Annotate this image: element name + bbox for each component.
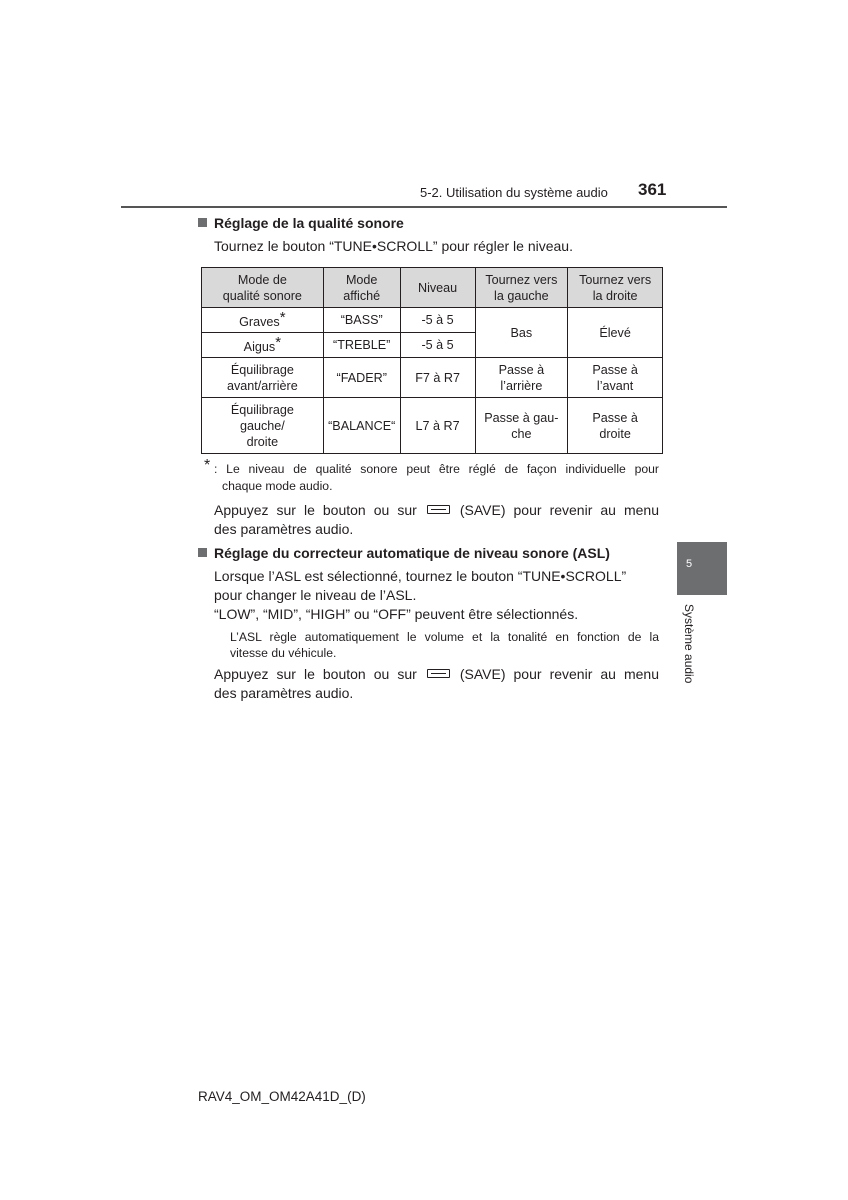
asl-note-line1: L’ASL règle automatiquement le volume et la tonalité en fonction de la <box>230 630 659 644</box>
cell-mode-fader: Équilibrage avant/arrière <box>202 358 324 398</box>
footnote-line2: chaque mode audio. <box>222 479 333 493</box>
intro-text: Tournez le bouton “TUNE•SCROLL” pour régler le niveau. <box>214 238 573 254</box>
footnote-marker: * <box>204 457 211 474</box>
cell-level-fader: F7 à R7 <box>400 358 475 398</box>
save-button-icon <box>427 669 450 678</box>
table-header-row <box>202 268 663 308</box>
save-button-icon <box>427 505 450 514</box>
cell-turn-right-balance: Passe à droite <box>568 398 663 454</box>
table-row <box>202 358 663 398</box>
cell-turn-right-fader: Passe à l’avant <box>568 358 663 398</box>
section-heading-asl <box>198 545 610 561</box>
square-bullet-icon <box>198 218 207 227</box>
footer-code: RAV4_OM_OM42A41D_(D) <box>198 1089 366 1104</box>
asl-paragraph-line2: pour changer le niveau de l’ASL. <box>214 587 417 603</box>
footnote-line1: : Le niveau de qualité sonore peut être réglé de façon individuelle pour <box>214 462 659 476</box>
asl-paragraph-line1: Lorsque l’ASL est sélectionné, tournez le bouton “TUNE•SCROLL” <box>214 568 627 584</box>
cell-mode-aigus: Aigus* <box>202 333 324 358</box>
cell-turn-left-balance: Passe à gau- che <box>475 398 568 454</box>
save-instruction-1: Appuyez sur le bouton ou sur (SAVE) pour revenir au menu <box>214 502 660 518</box>
table-row <box>202 398 663 454</box>
asl-note-line2: vitesse du véhicule. <box>230 646 337 660</box>
save-instruction-1-line2: des paramètres audio. <box>214 521 354 537</box>
cell-mode-graves: Graves* <box>202 308 324 333</box>
header-level: Niveau <box>400 268 475 308</box>
cell-level-balance: L7 à R7 <box>400 398 475 454</box>
table-row <box>202 308 663 333</box>
cell-mode-balance: Équilibrage gauche/ droite <box>202 398 324 454</box>
save-instruction-2-line2: des paramètres audio. <box>214 685 354 701</box>
cell-shown-bass: “BASS” <box>323 308 400 333</box>
cell-level-treble: -5 à 5 <box>400 333 475 358</box>
cell-turn-left-fader: Passe à l’arrière <box>475 358 568 398</box>
section-heading-sound-quality <box>198 215 404 231</box>
heading-text: Réglage du correcteur automatique de niveau sonore (ASL) <box>214 545 610 561</box>
section-title: 5-2. Utilisation du système audio <box>420 185 608 200</box>
header-rule <box>121 206 727 208</box>
cell-shown-fader: “FADER” <box>323 358 400 398</box>
chapter-number: 5 <box>685 558 693 570</box>
chapter-label: Système audio <box>682 604 696 684</box>
cell-turn-right-eleve: Élevé <box>568 308 663 358</box>
cell-turn-left-bas: Bas <box>475 308 568 358</box>
header-shown: Mode affiché <box>323 268 400 308</box>
asl-options-text: “LOW”, “MID”, “HIGH” ou “OFF” peuvent être sélectionnés. <box>214 606 579 622</box>
cell-shown-treble: “TREBLE” <box>323 333 400 358</box>
page-number: 361 <box>638 180 667 199</box>
sound-quality-table <box>201 267 663 454</box>
header-turn-left: Tournez vers la gauche <box>475 268 568 308</box>
header-mode: Mode de qualité sonore <box>202 268 324 308</box>
square-bullet-icon <box>198 548 207 557</box>
cell-level-bass: -5 à 5 <box>400 308 475 333</box>
save-instruction-2: Appuyez sur le bouton ou sur (SAVE) pour revenir au menu <box>214 666 660 682</box>
header-turn-right: Tournez vers la droite <box>568 268 663 308</box>
heading-text: Réglage de la qualité sonore <box>214 215 404 231</box>
cell-shown-balance: “BALANCE“ <box>323 398 400 454</box>
